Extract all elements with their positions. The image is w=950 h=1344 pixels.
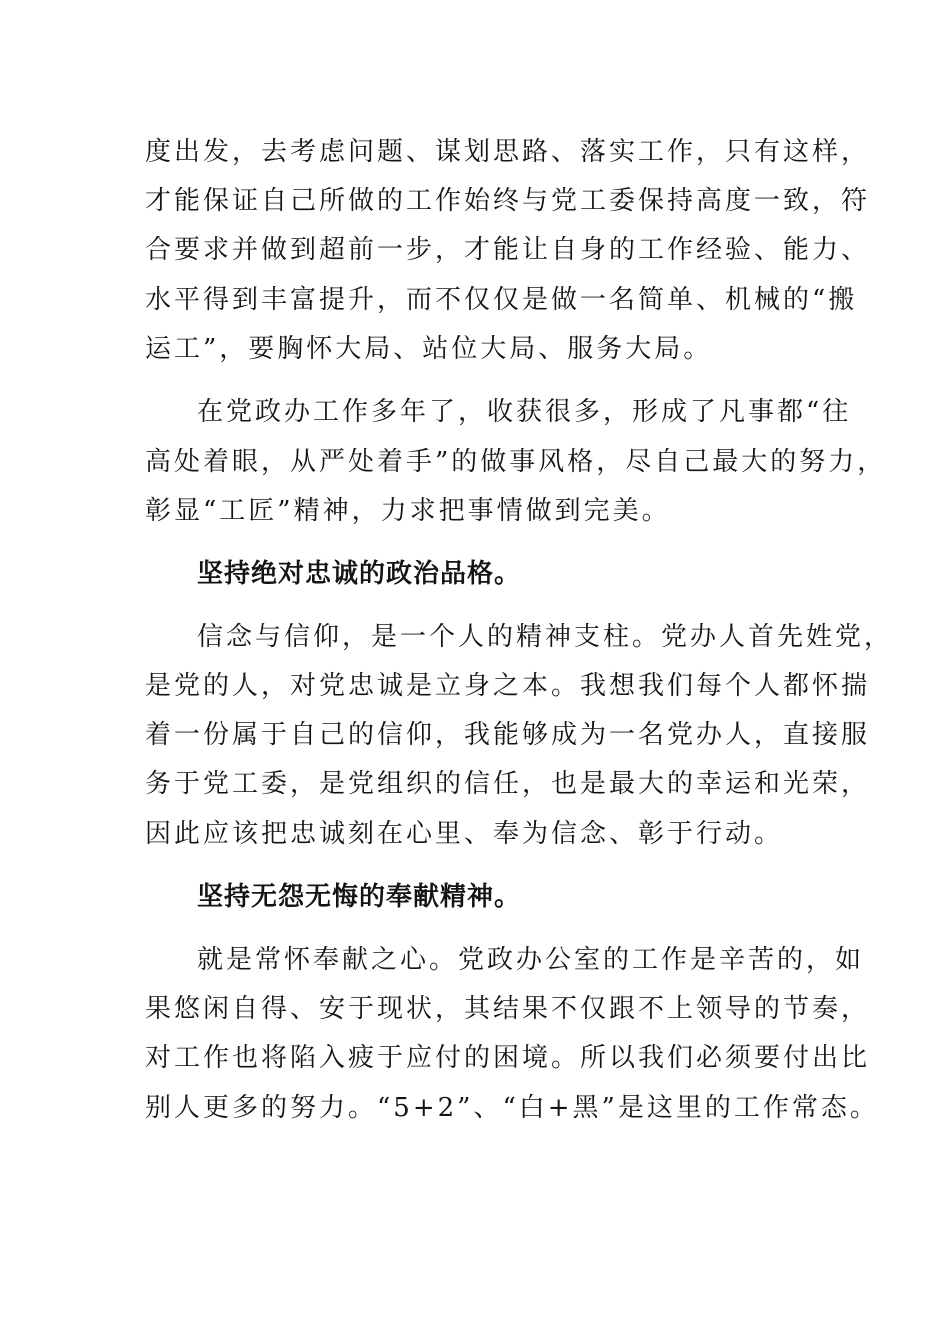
body-line: 度出发，去考虑问题、谋划思路、落实工作，只有这样， [145,137,871,167]
paragraph-first-line: 在党政办工作多年了，收获很多，形成了凡事都“往 [197,397,852,427]
body-line: 合要求并做到超前一步，才能让自身的工作经验、能力、 [145,235,871,265]
body-line: 务于党工委，是党组织的信任，也是最大的幸运和光荣， [145,769,871,799]
body-line: 果悠闲自得、安于现状，其结果不仅跟不上领导的节奏， [145,994,871,1024]
body-line: 才能保证自己所做的工作始终与党工委保持高度一致，符 [145,186,871,216]
paragraph-first-line: 信念与信仰，是一个人的精神支柱。党办人首先姓党， [197,622,894,652]
body-line: 着一份属于自己的信仰，我能够成为一名党办人，直接服 [145,720,871,750]
section-heading: 坚持绝对忠诚的政治品格。 [197,559,522,589]
body-line: 对工作也将陷入疲于应付的困境。所以我们必须要付出比 [145,1043,871,1073]
paragraph-first-line: 就是常怀奉献之心。党政办公室的工作是辛苦的，如 [197,945,865,975]
body-line: 彰显“工匠”精神，力求把事情做到完美。 [145,496,671,526]
section-heading: 坚持无怨无悔的奉献精神。 [197,882,522,912]
body-line: 运工”，要胸怀大局、站位大局、服务大局。 [145,334,713,364]
body-line: 高处着眼，从严处着手”的做事风格，尽自己最大的努力， [145,447,887,477]
body-line: 因此应该把忠诚刻在心里、奉为信念、彰于行动。 [145,819,784,849]
body-line: 别人更多的努力。“5+2”、“白+黑”是这里的工作常态。 [145,1093,879,1123]
body-line: 是党的人，对党忠诚是立身之本。我想我们每个人都怀揣 [145,671,871,701]
body-line: 水平得到丰富提升，而不仅仅是做一名简单、机械的“搬 [145,285,858,315]
